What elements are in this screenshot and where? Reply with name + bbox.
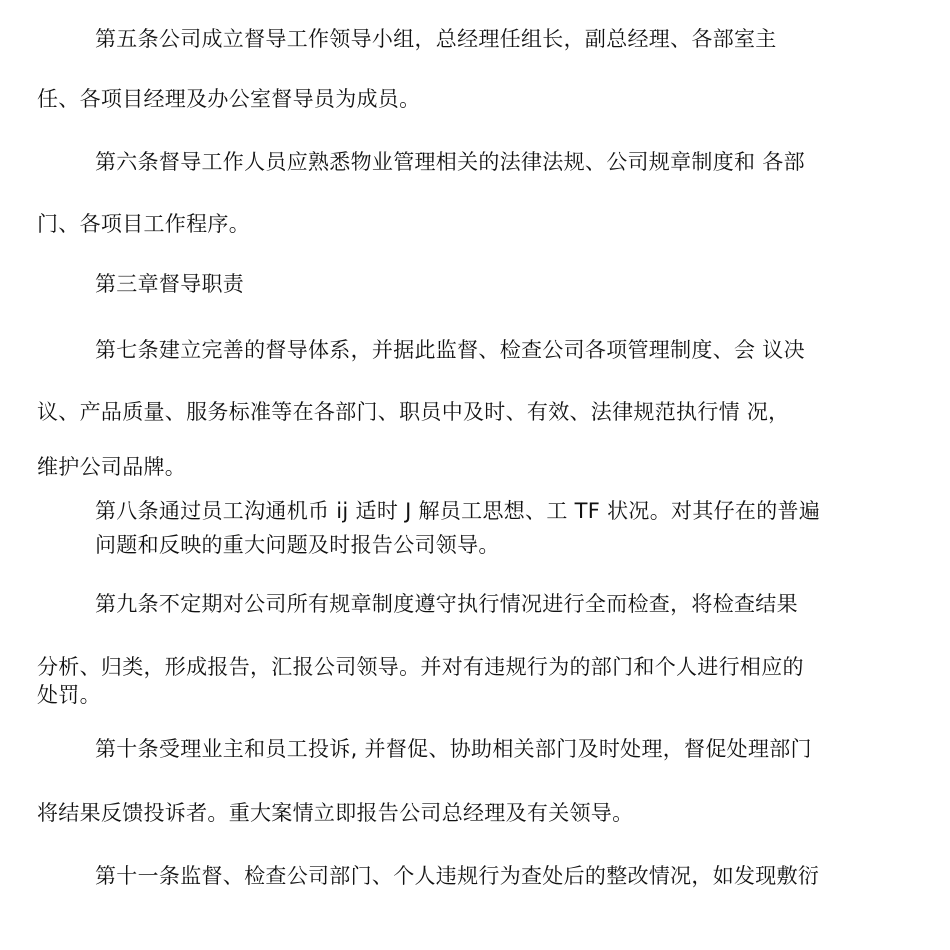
article-9-line-3: 处罚。 xyxy=(37,683,101,707)
article-11-line-1: 第十一条监督、检查公司部门、个人违规行为查处后的整改情况，如发现敷衍 xyxy=(95,864,820,888)
article-7-line-1: 第七条建立完善的督导体系，并据此监督、检查公司各项管理制度、会 议决 xyxy=(95,338,805,362)
article-10-line-1: 第十条受理业主和员工投诉, 并督促、协助相关部门及时处理，督促处理部门 xyxy=(95,737,812,761)
article-6-line-2: 门、各项目工作程序。 xyxy=(37,212,250,236)
article-8-line-1: 第八条通过员工沟通机币 ij 适时 J 解员工思想、工 TF 状况。对其仔在的普遍 xyxy=(95,499,821,523)
article-9-line-2: 分析、归类，形成报告，汇报公司领导。并对有违规行为的部门和个人进行相应的 xyxy=(37,655,804,679)
article-8-line-2: 问题和反映的重大问题及时报告公司领导。 xyxy=(95,533,500,557)
article-9-line-1: 第九条不定期对公司所有规章制度遵守执行情况进行全而检查，将检查结果 xyxy=(95,592,798,616)
article-7-line-2: 议、产品质量、服务标准等在各部门、职员中及时、有效、法律规范执行情 况， xyxy=(37,400,790,424)
article-7-line-3: 维护公司品牌。 xyxy=(37,455,187,479)
chapter-3-heading: 第三章督导职责 xyxy=(95,272,245,296)
article-10-line-2: 将结果反馈投诉者。重大案情立即报告公司总经理及有关领导。 xyxy=(37,801,634,825)
article-5-line-2: 任、各项目经理及办公室督导员为成员。 xyxy=(37,87,421,111)
article-5-line-1: 第五条公司成立督导工作领导小组，总经理任组长，副总经理、各部室主 xyxy=(95,27,777,51)
article-6-line-1: 第六条督导工作人员应熟悉物业管理相关的法律法规、公司规章制度和 各部 xyxy=(95,150,805,174)
